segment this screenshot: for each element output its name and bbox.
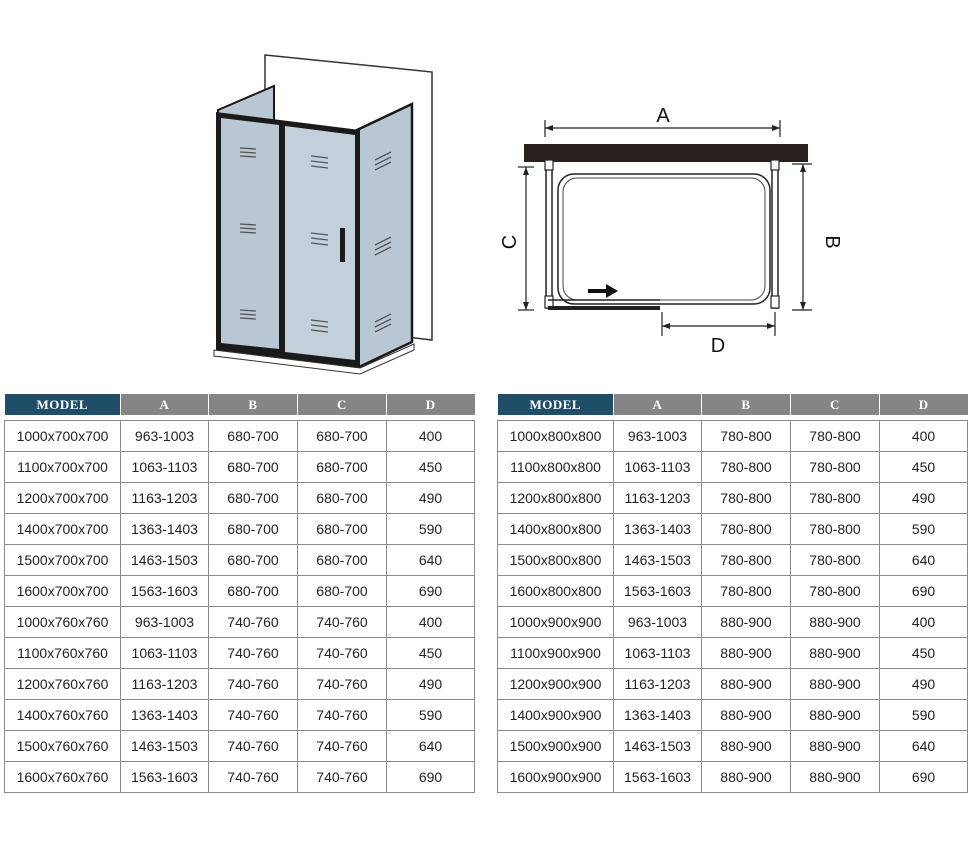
sliding-door-plan bbox=[548, 306, 660, 310]
table-row bbox=[498, 638, 968, 669]
spec-table-left bbox=[4, 394, 475, 793]
b-cell: 740-760 bbox=[209, 700, 298, 731]
header-a: A bbox=[614, 394, 702, 415]
header-c: C bbox=[791, 394, 880, 415]
b-cell: 780-800 bbox=[702, 483, 791, 514]
d-cell: 690 bbox=[880, 576, 968, 607]
b-cell: 680-700 bbox=[209, 421, 298, 452]
table-row bbox=[498, 700, 968, 731]
d-cell: 450 bbox=[880, 638, 968, 669]
c-cell: 680-700 bbox=[298, 576, 387, 607]
b-cell: 680-700 bbox=[209, 576, 298, 607]
model-cell: 1100x800x800 bbox=[498, 452, 614, 483]
right-profile bbox=[772, 162, 778, 308]
c-cell: 740-760 bbox=[298, 669, 387, 700]
c-cell: 740-760 bbox=[298, 638, 387, 669]
model-cell: 1500x900x900 bbox=[498, 731, 614, 762]
model-cell: 1600x700x700 bbox=[5, 576, 121, 607]
a-cell: 1163-1203 bbox=[121, 669, 209, 700]
c-cell: 680-700 bbox=[298, 421, 387, 452]
sliding-direction-arrow bbox=[588, 284, 618, 298]
b-cell: 740-760 bbox=[209, 607, 298, 638]
header-a: A bbox=[121, 394, 209, 415]
model-cell: 1100x760x760 bbox=[5, 638, 121, 669]
d-cell: 690 bbox=[387, 576, 475, 607]
header-model: MODEL bbox=[498, 394, 614, 415]
table-row bbox=[498, 731, 968, 762]
a-cell: 963-1003 bbox=[614, 607, 702, 638]
table-row bbox=[5, 638, 475, 669]
dimension-a-label: A bbox=[656, 105, 670, 127]
d-cell: 590 bbox=[880, 700, 968, 731]
b-cell: 740-760 bbox=[209, 638, 298, 669]
b-cell: 880-900 bbox=[702, 638, 791, 669]
model-cell: 1000x800x800 bbox=[498, 421, 614, 452]
d-cell: 490 bbox=[387, 669, 475, 700]
c-cell: 740-760 bbox=[298, 762, 387, 793]
c-cell: 780-800 bbox=[791, 421, 880, 452]
table-row bbox=[5, 762, 475, 793]
b-cell: 780-800 bbox=[702, 576, 791, 607]
a-cell: 1563-1603 bbox=[121, 762, 209, 793]
a-cell: 1363-1403 bbox=[121, 514, 209, 545]
dimension-d-label: D bbox=[710, 335, 726, 357]
model-cell: 1100x700x700 bbox=[5, 452, 121, 483]
d-cell: 400 bbox=[880, 607, 968, 638]
table-row bbox=[5, 514, 475, 545]
table-row bbox=[5, 483, 475, 514]
a-cell: 1363-1403 bbox=[614, 514, 702, 545]
a-cell: 963-1003 bbox=[121, 421, 209, 452]
c-cell: 880-900 bbox=[791, 731, 880, 762]
b-cell: 880-900 bbox=[702, 607, 791, 638]
table-row bbox=[498, 483, 968, 514]
a-cell: 1363-1403 bbox=[121, 700, 209, 731]
header-b: B bbox=[702, 394, 791, 415]
model-cell: 1000x760x760 bbox=[5, 607, 121, 638]
a-cell: 1063-1103 bbox=[614, 638, 702, 669]
c-cell: 780-800 bbox=[791, 576, 880, 607]
d-cell: 640 bbox=[880, 731, 968, 762]
model-cell: 1000x700x700 bbox=[5, 421, 121, 452]
c-cell: 880-900 bbox=[791, 607, 880, 638]
d-cell: 590 bbox=[387, 514, 475, 545]
table-row bbox=[5, 731, 475, 762]
model-cell: 1200x700x700 bbox=[5, 483, 121, 514]
d-cell: 590 bbox=[387, 700, 475, 731]
dimension-d-line bbox=[662, 312, 775, 336]
table-row bbox=[5, 700, 475, 731]
model-cell: 1500x760x760 bbox=[5, 731, 121, 762]
table-row bbox=[5, 607, 475, 638]
dimension-b-label: B bbox=[821, 235, 843, 249]
a-cell: 963-1003 bbox=[121, 607, 209, 638]
c-cell: 740-760 bbox=[298, 731, 387, 762]
b-cell: 680-700 bbox=[209, 514, 298, 545]
header-d: D bbox=[880, 394, 968, 415]
table-row bbox=[5, 545, 475, 576]
a-cell: 1163-1203 bbox=[614, 483, 702, 514]
d-cell: 400 bbox=[387, 607, 475, 638]
a-cell: 1163-1203 bbox=[614, 669, 702, 700]
table-row bbox=[498, 669, 968, 700]
table-row bbox=[498, 545, 968, 576]
d-cell: 690 bbox=[880, 762, 968, 793]
table-row bbox=[498, 576, 968, 607]
model-cell: 1400x900x900 bbox=[498, 700, 614, 731]
header-b: B bbox=[209, 394, 298, 415]
b-cell: 880-900 bbox=[702, 731, 791, 762]
wall-bar bbox=[524, 144, 808, 162]
dimension-b-line bbox=[792, 164, 812, 310]
table-row bbox=[5, 576, 475, 607]
a-cell: 1063-1103 bbox=[121, 452, 209, 483]
c-cell: 680-700 bbox=[298, 483, 387, 514]
b-cell: 780-800 bbox=[702, 545, 791, 576]
model-cell: 1400x760x760 bbox=[5, 700, 121, 731]
model-cell: 1200x900x900 bbox=[498, 669, 614, 700]
model-cell: 1500x800x800 bbox=[498, 545, 614, 576]
table-row bbox=[5, 452, 475, 483]
model-cell: 1400x700x700 bbox=[5, 514, 121, 545]
a-cell: 1563-1603 bbox=[614, 762, 702, 793]
left-profile bbox=[546, 162, 552, 308]
a-cell: 1363-1403 bbox=[614, 700, 702, 731]
c-cell: 680-700 bbox=[298, 514, 387, 545]
a-cell: 1463-1503 bbox=[614, 545, 702, 576]
spec-table-right bbox=[497, 394, 968, 793]
header-c: C bbox=[298, 394, 387, 415]
d-cell: 400 bbox=[387, 421, 475, 452]
c-cell: 880-900 bbox=[791, 669, 880, 700]
tray-outline-outer bbox=[558, 174, 770, 304]
model-cell: 1500x700x700 bbox=[5, 545, 121, 576]
model-cell: 1600x760x760 bbox=[5, 762, 121, 793]
b-cell: 880-900 bbox=[702, 700, 791, 731]
table-row bbox=[498, 452, 968, 483]
d-cell: 640 bbox=[880, 545, 968, 576]
b-cell: 680-700 bbox=[209, 483, 298, 514]
table-header-row bbox=[5, 394, 475, 415]
d-cell: 640 bbox=[387, 545, 475, 576]
model-cell: 1400x800x800 bbox=[498, 514, 614, 545]
c-cell: 780-800 bbox=[791, 545, 880, 576]
b-cell: 740-760 bbox=[209, 731, 298, 762]
shower-enclosure-3d-drawing bbox=[200, 40, 460, 380]
c-cell: 780-800 bbox=[791, 514, 880, 545]
table-row bbox=[498, 421, 968, 452]
plan-view-diagram bbox=[499, 95, 843, 360]
table-row bbox=[498, 514, 968, 545]
a-cell: 1063-1103 bbox=[121, 638, 209, 669]
d-cell: 640 bbox=[387, 731, 475, 762]
b-cell: 880-900 bbox=[702, 762, 791, 793]
b-cell: 880-900 bbox=[702, 669, 791, 700]
tray-outline-inner bbox=[563, 178, 765, 300]
d-cell: 450 bbox=[387, 638, 475, 669]
b-cell: 780-800 bbox=[702, 421, 791, 452]
model-cell: 1600x800x800 bbox=[498, 576, 614, 607]
model-cell: 1600x900x900 bbox=[498, 762, 614, 793]
dimension-c-label: C bbox=[499, 234, 521, 250]
b-cell: 780-800 bbox=[702, 452, 791, 483]
a-cell: 1563-1603 bbox=[121, 576, 209, 607]
d-cell: 450 bbox=[880, 452, 968, 483]
b-cell: 780-800 bbox=[702, 514, 791, 545]
b-cell: 680-700 bbox=[209, 545, 298, 576]
c-cell: 780-800 bbox=[791, 483, 880, 514]
d-cell: 690 bbox=[387, 762, 475, 793]
model-cell: 1100x900x900 bbox=[498, 638, 614, 669]
c-cell: 680-700 bbox=[298, 545, 387, 576]
c-cell: 880-900 bbox=[791, 700, 880, 731]
a-cell: 1463-1503 bbox=[121, 545, 209, 576]
table-row bbox=[498, 762, 968, 793]
door-handle bbox=[340, 228, 345, 262]
b-cell: 740-760 bbox=[209, 762, 298, 793]
a-cell: 1063-1103 bbox=[614, 452, 702, 483]
model-cell: 1200x800x800 bbox=[498, 483, 614, 514]
d-cell: 490 bbox=[387, 483, 475, 514]
table-row bbox=[5, 669, 475, 700]
a-cell: 963-1003 bbox=[614, 421, 702, 452]
right-side-panel bbox=[357, 104, 412, 368]
c-cell: 740-760 bbox=[298, 607, 387, 638]
header-d: D bbox=[387, 394, 475, 415]
b-cell: 740-760 bbox=[209, 669, 298, 700]
d-cell: 590 bbox=[880, 514, 968, 545]
c-cell: 740-760 bbox=[298, 700, 387, 731]
a-cell: 1163-1203 bbox=[121, 483, 209, 514]
a-cell: 1463-1503 bbox=[121, 731, 209, 762]
a-cell: 1463-1503 bbox=[614, 731, 702, 762]
model-cell: 1200x760x760 bbox=[5, 669, 121, 700]
a-cell: 1563-1603 bbox=[614, 576, 702, 607]
header-model: MODEL bbox=[5, 394, 121, 415]
c-cell: 780-800 bbox=[791, 452, 880, 483]
table-row bbox=[5, 421, 475, 452]
model-cell: 1000x900x900 bbox=[498, 607, 614, 638]
c-cell: 680-700 bbox=[298, 452, 387, 483]
d-cell: 490 bbox=[880, 669, 968, 700]
table-header-row bbox=[498, 394, 968, 415]
c-cell: 880-900 bbox=[791, 762, 880, 793]
c-cell: 880-900 bbox=[791, 638, 880, 669]
d-cell: 400 bbox=[880, 421, 968, 452]
d-cell: 490 bbox=[880, 483, 968, 514]
b-cell: 680-700 bbox=[209, 452, 298, 483]
table-row bbox=[498, 607, 968, 638]
d-cell: 450 bbox=[387, 452, 475, 483]
